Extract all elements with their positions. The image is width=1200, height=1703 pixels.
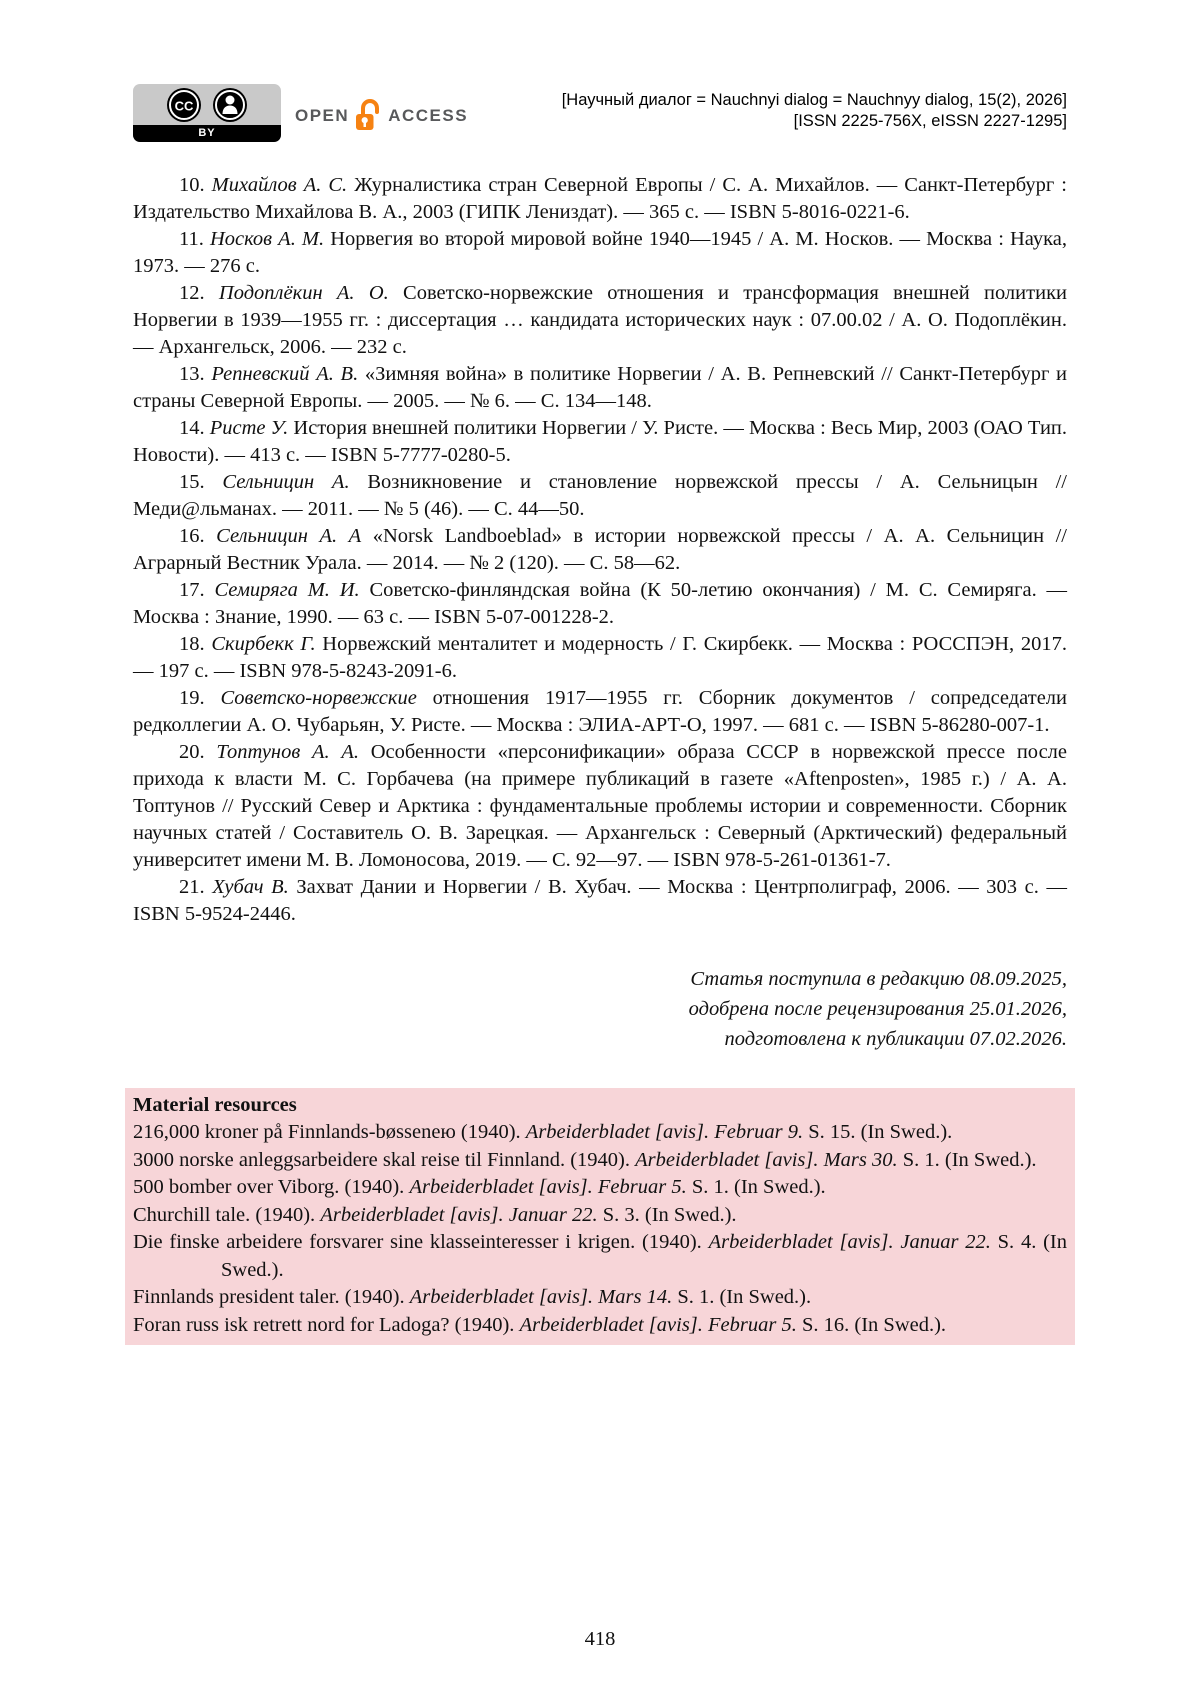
material-item: Die finske arbeidere forsvarer sine klasseinteresser i krigen. (1940). Arbeiderbladet [avis]. Januar 22. S. 4. (In Swed.). [133,1231,1068,1281]
reference-item: 19. Советско-норвежские отношения 1917—1955 гг. Сборник документов / сопредседатели редколлегии А. О. Чубарьян, У. Ристе. — Москва : ЭЛИА-АРТ-О, 1997. — 681 с. — ISBN 5-86280-007-1. [133,687,1068,736]
page-number: 418 [584,1628,616,1650]
cc-by-badge [133,84,281,142]
reference-item: 16. Сельницин А. А «Norsk Landboeblad» в истории норвежской прессы / А. А. Сельницин // Аграрный Вестник Урала. — 2014. — № 2 (120). — С. 58—62. [133,525,1067,574]
page-header [133,84,1067,142]
cc-by-label: BY [133,125,281,142]
references-list [133,172,1067,928]
material-list [133,1119,1067,1339]
material-item: 3000 norske anleggsarbeidere skal reise til Finnland. (1940). Arbeiderbladet [avis]. Mars 30. S. 1. (In Swed.). [133,1148,1037,1171]
material-item: Churchill tale. (1940). Arbeiderbladet [avis]. Januar 22. S. 3. (In Swed.). [133,1203,737,1226]
material-item: Finnlands president taler. (1940). Arbeiderbladet [avis]. Mars 14. S. 1. (In Swed.). [133,1286,812,1308]
material-item: Foran russ isk retrett nord for Ladoga? (1940). Arbeiderbladet [avis]. Februar 5. S. 16. (In Swed.). [133,1313,947,1336]
reference-item: 11. Носков А. М. Норвегия во второй мировой войне 1940—1945 / А. М. Носков. — Москва : Наука, 1973. — 276 с. [133,228,1067,277]
submission-line: подготовлена к публикации 07.02.2026. [724,1028,1067,1050]
material-item: 500 bomber over Viborg. (1940). Arbeiderbladet [avis]. Februar 5. S. 1. (In Swed.). [133,1176,826,1198]
material-item: 216,000 kroner på Finnlands-bøsseneю (1940). Arbeiderbladet [avis]. Februar 9. S. 15. (In Swed.). [133,1121,953,1143]
reference-item: 20. Топтунов А. А. Особенности «персонификации» образа СССР в норвежской прессе после прихода к власти М. С. Горбачева (на примере публикаций в газете «Aftenposten», 1985 г.) / А. А. Топтунов // Русский Север и Арктика : фундаментальные проблемы истории и современности. Сборник научных статей / Составитель О. В. Зарецкая. — Архангельск : Северный (Арктический) федеральный университет имени М. В. Ломоносова, 2019. — С. 92—97. — ISBN 978-5-261-01361-7. [133,741,1067,871]
material-resources-section [125,1088,1075,1345]
reference-item: 21. Хубач В. Захват Дании и Норвегии / В. Хубач. — Москва : Центрполиграф, 2006. — 303 с. — ISBN 5-9524-2446. [133,876,1068,925]
submission-note [133,964,1067,1054]
journal-title-line: [Научный диалог = Nauchnyi dialog = Nauchnyy dialog, 15(2), 2026] [561,91,1067,109]
open-lock-icon [355,98,382,134]
reference-item: 17. Семиряга М. И. Советско-финляндская война (К 50-летию окончания) / М. С. Семиряга. — Москва : Знание, 1990. — 63 с. — ISBN 5-07-001228-2. [133,579,1068,628]
open-access-logo [295,92,468,134]
open-access-access-label: ACCESS [388,106,469,125]
person-icon [212,87,248,123]
reference-item: 15. Сельницин А. Возникновение и становление норвежской прессы / А. Сельницын // Меди@льманах. — 2011. — № 5 (46). — С. 44—50. [133,471,1067,520]
reference-item: 10. Михайлов А. С. Журналистика стран Северной Европы / С. А. Михайлов. — Санкт-Петербург : Издательство Михайлова В. А., 2003 (ГИПК Лениздат). — 365 с. — ISBN 5-8016-0221-6. [133,174,1067,223]
submission-line: Статья поступила в редакцию 08.09.2025, [690,968,1067,990]
material-resources-heading: Material resources [133,1094,297,1116]
svg-text:CC: CC [174,98,194,114]
license-badges [133,84,468,142]
reference-item: 18. Скирбекк Г. Норвежский менталитет и модерность / Г. Скирбекк. — Москва : РОССПЭН, 2017. — 197 с. — ISBN 978-5-8243-2091-6. [133,633,1067,682]
open-access-open-label: OPEN [295,106,350,125]
cc-badge-icons [133,84,281,125]
cc-icon [166,87,202,123]
submission-line: одобрена после рецензирования 25.01.2026, [688,998,1067,1020]
journal-info [562,84,1067,132]
reference-item: 12. Подоплёкин А. О. Советско-норвежские отношения и трансформация внешней политики Норвегии в 1939—1955 гг. : диссертация … кандидата исторических наук : 07.00.02 / А. О. Подоплёкин. — Архангельск, 2006. — 232 с. [133,282,1067,358]
journal-issn-line: [ISSN 2225-756X, eISSN 2227-1295] [793,112,1067,130]
reference-item: 14. Ристе У. История внешней политики Норвегии / У. Ристе. — Москва : Весь Мир, 2003 (ОАО Тип. Новости). — 413 с. — ISBN 5-7777-0280-5. [133,417,1068,466]
reference-item: 13. Репневский А. В. «Зимняя война» в политике Норвегии / А. В. Репневский // Санкт-Петербург и страны Северной Европы. — 2005. — № 6. — С. 134—148. [133,363,1068,412]
